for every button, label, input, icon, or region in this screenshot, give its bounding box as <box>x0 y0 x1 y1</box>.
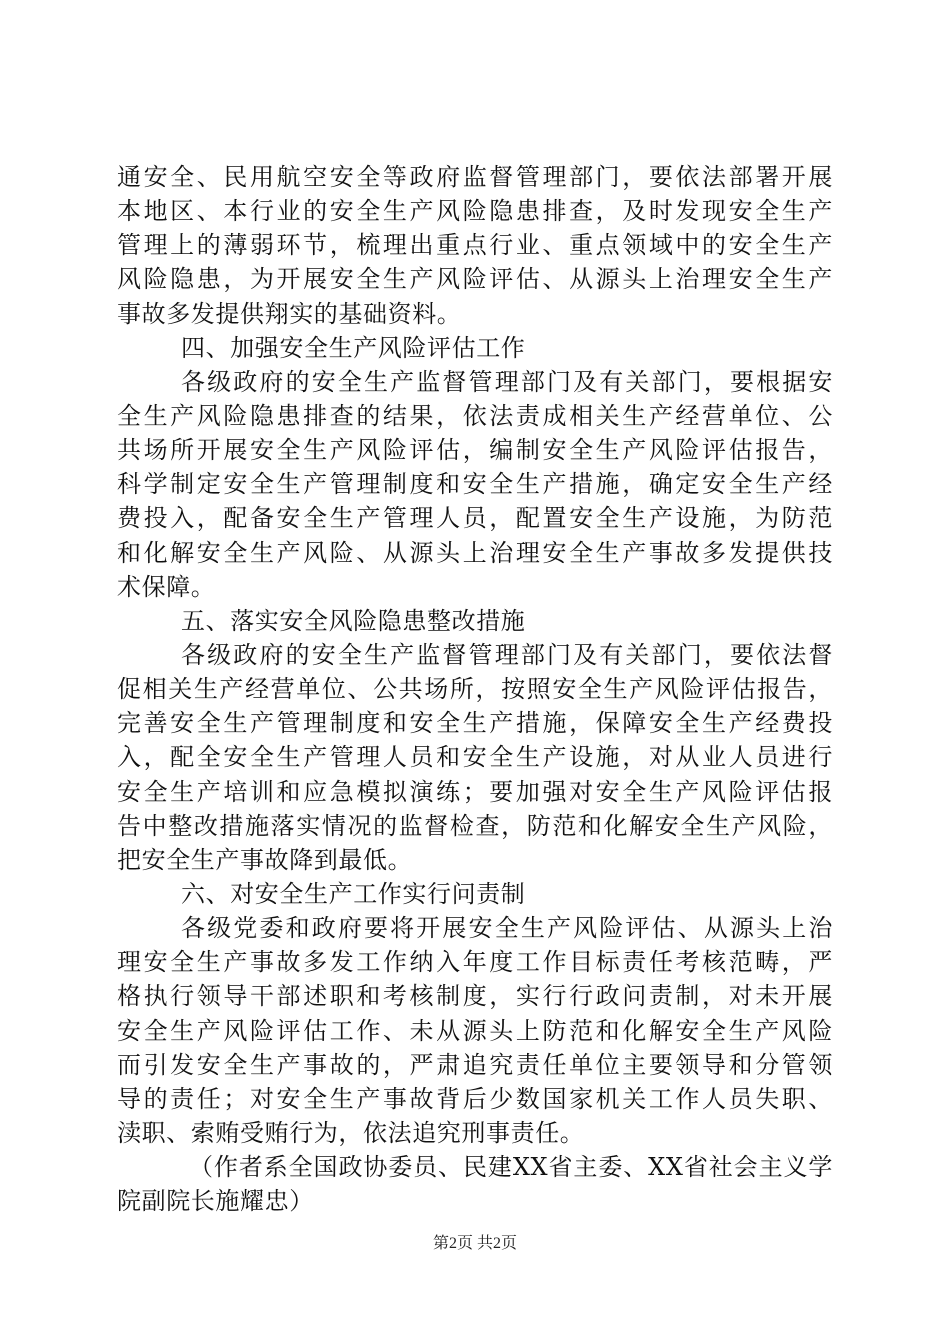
paragraph-line: 安全生产风险评估工作、未从源头上防范和化解安全生产风险 <box>117 1016 833 1045</box>
paragraph-line: 术保障。 <box>117 572 216 601</box>
author-note-line: 院副院长施耀忠） <box>117 1187 314 1216</box>
page-footer: 第2页 共2页 <box>432 1235 517 1252</box>
paragraph-line: 而引发安全生产事故的，严肃追究责任单位主要领导和分管领 <box>117 1050 833 1079</box>
paragraph-line: 风险隐患，为开展安全生产风险评估、从源头上治理安全生产 <box>117 265 833 294</box>
paragraph-line: 本地区、本行业的安全生产风险隐患排查，及时发现安全生产 <box>117 197 833 226</box>
paragraph-line: 入，配全安全生产管理人员和安全生产设施，对从业人员进行 <box>117 743 833 772</box>
paragraph-line: 各级党委和政府要将开展安全生产风险评估、从源头上治 <box>181 914 833 943</box>
paragraph-line: 和化解安全生产风险、从源头上治理安全生产事故多发提供技 <box>117 538 833 567</box>
paragraph-line: 导的责任；对安全生产事故背后少数国家机关工作人员失职、 <box>117 1084 833 1113</box>
paragraph-line: 促相关生产经营单位、公共场所，按照安全生产风险评估报告， <box>117 675 833 704</box>
paragraph-line: 把安全生产事故降到最低。 <box>117 845 413 874</box>
paragraph-line: 全生产风险隐患排查的结果，依法责成相关生产经营单位、公 <box>117 401 833 430</box>
paragraph-line: 管理上的薄弱环节，梳理出重点行业、重点领域中的安全生产 <box>117 231 833 260</box>
paragraph-line: 共场所开展安全生产风险评估，编制安全生产风险评估报告， <box>117 436 833 465</box>
paragraph-line: 告中整改措施落实情况的监督检查，防范和化解安全生产风险， <box>117 811 833 840</box>
paragraph-line: 安全生产培训和应急模拟演练；要加强对安全生产风险评估报 <box>117 777 833 806</box>
section-heading: 五、落实安全风险隐患整改措施 <box>181 606 526 635</box>
paragraph-line: 渎职、索贿受贿行为，依法追究刑事责任。 <box>117 1118 585 1147</box>
section-heading: 四、加强安全生产风险评估工作 <box>181 333 526 362</box>
paragraph-line: 各级政府的安全生产监督管理部门及有关部门，要根据安 <box>181 367 833 396</box>
paragraph-line: 事故多发提供翔实的基础资料。 <box>117 299 462 328</box>
paragraph-line: 通安全、民用航空安全等政府监督管理部门，要依法部署开展 <box>117 163 833 191</box>
paragraph-line: 完善安全生产管理制度和安全生产措施，保障安全生产经费投 <box>117 709 833 738</box>
paragraph-line: 理安全生产事故多发工作纳入年度工作目标责任考核范畴，严 <box>117 948 833 977</box>
paragraph-line: 各级政府的安全生产监督管理部门及有关部门，要依法督 <box>181 640 833 669</box>
document-body <box>117 160 833 1218</box>
paragraph-line: 科学制定安全生产管理制度和安全生产措施，确定安全生产经 <box>117 470 833 499</box>
paragraph-line: 格执行领导干部述职和考核制度，实行行政问责制，对未开展 <box>117 982 833 1011</box>
author-note-line: （作者系全国政协委员、民建XX省主委、XX省社会主义学 <box>189 1153 833 1182</box>
section-heading: 六、对安全生产工作实行问责制 <box>181 879 526 908</box>
paragraph-line: 费投入，配备安全生产管理人员，配置安全生产设施，为防范 <box>117 504 833 533</box>
